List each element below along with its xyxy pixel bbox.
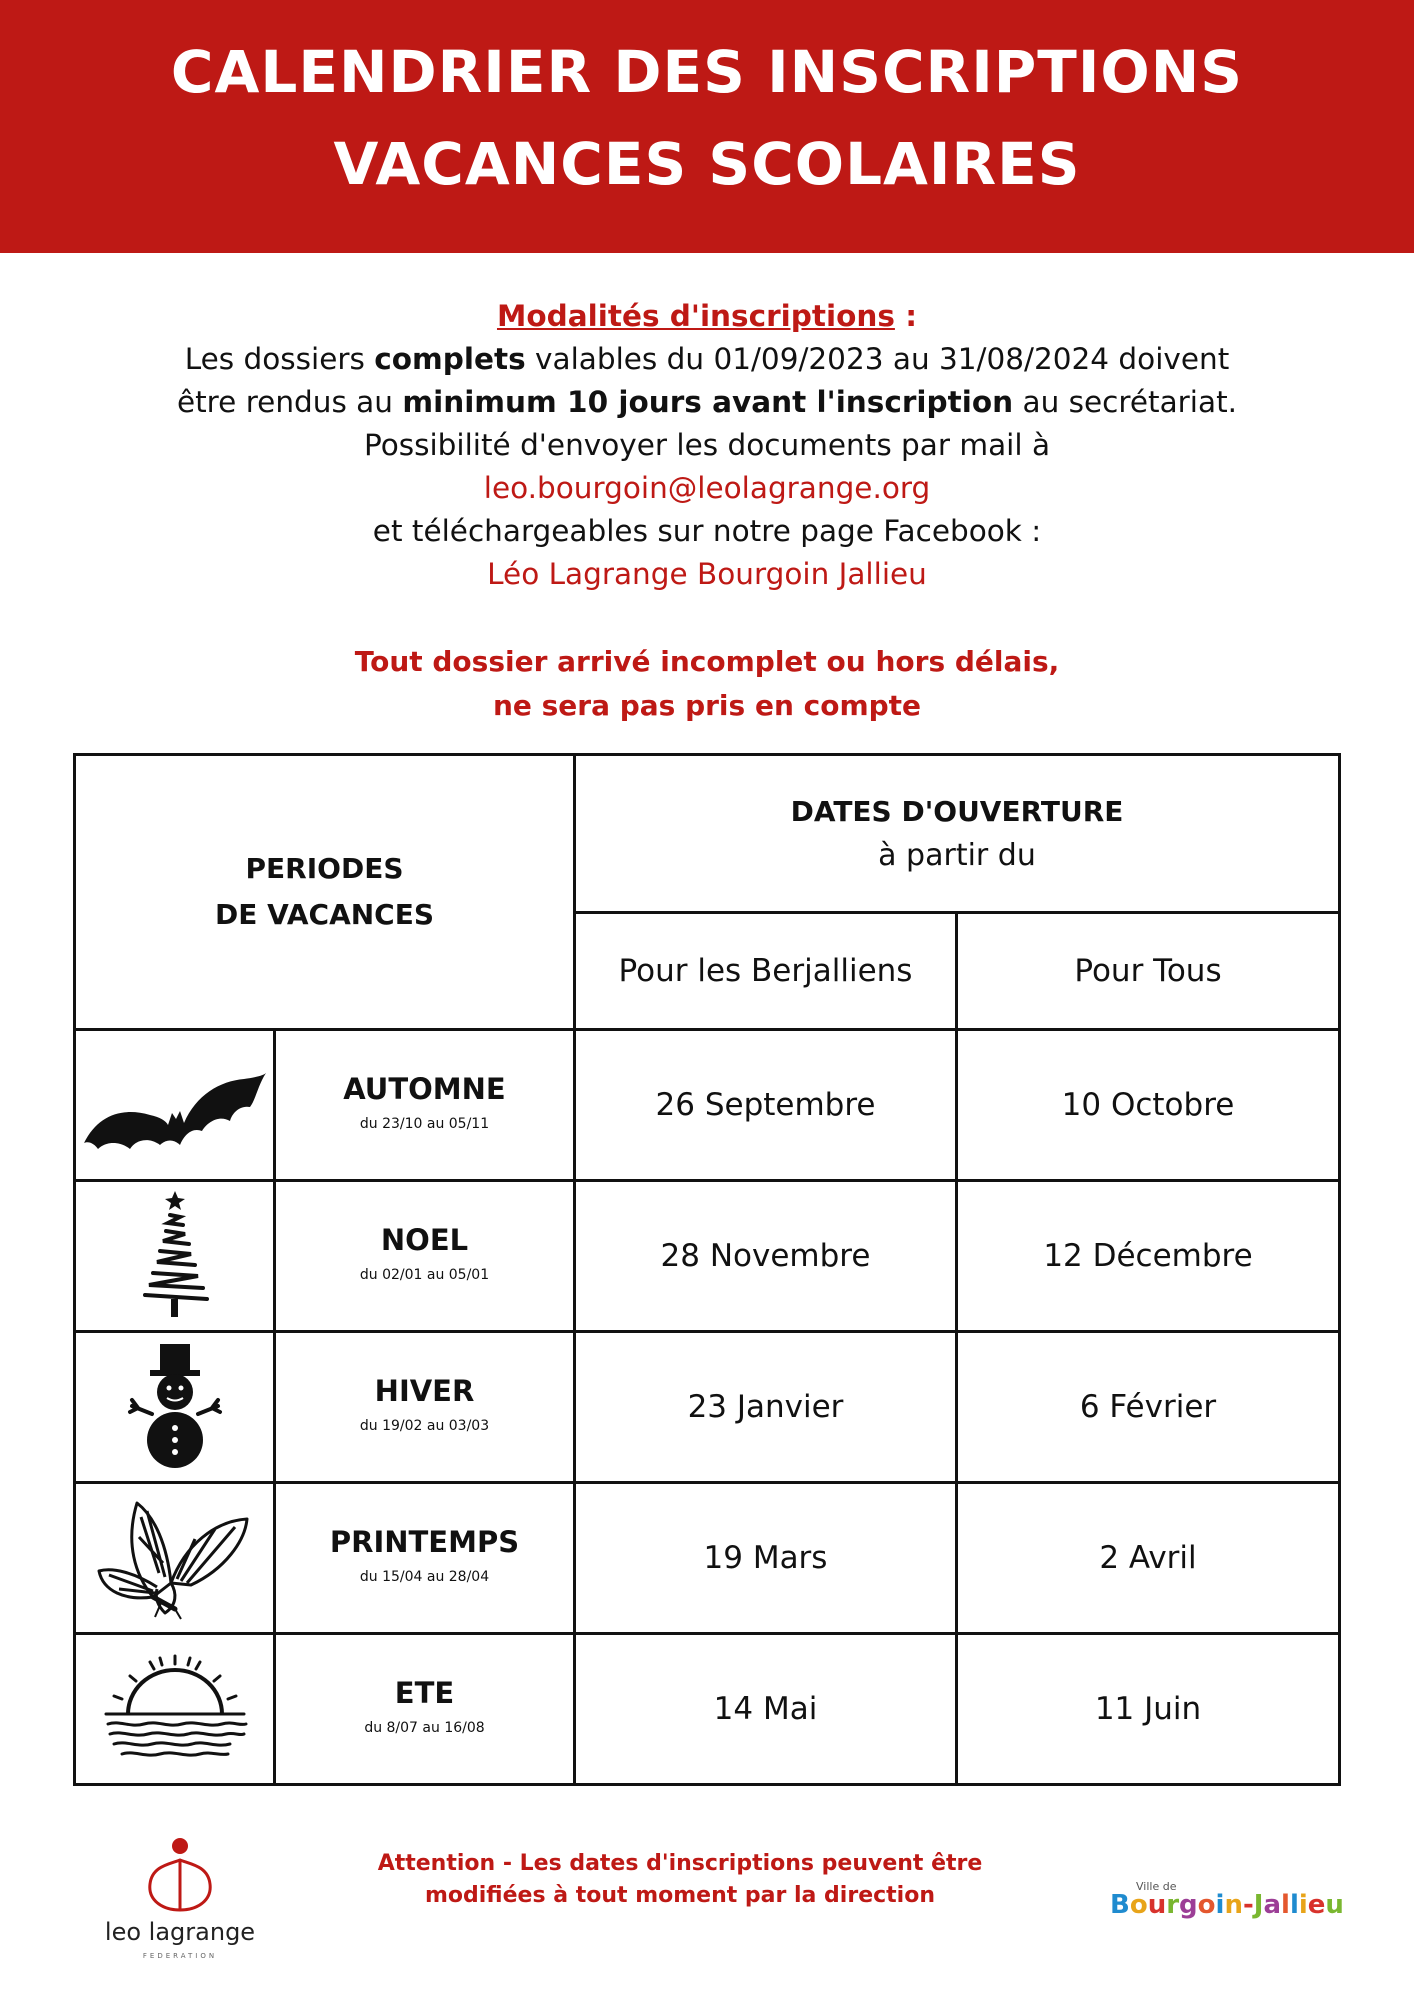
bj-logo-letter: l <box>1281 1890 1290 1920</box>
dates-header-subtitle: à partir du <box>878 837 1036 873</box>
bj-logo-letter: a <box>1263 1890 1282 1920</box>
date-berjalliens: 28 Novembre <box>575 1181 957 1332</box>
table-row <box>75 1332 1340 1483</box>
warning-notice <box>0 640 1414 728</box>
bj-logo-letter: r <box>1166 1890 1180 1920</box>
terms-bold-complets: complets <box>374 342 526 376</box>
footer-note-line2: modifiées à tout moment par la direction <box>424 1883 935 1908</box>
snowman-icon <box>75 1332 275 1483</box>
registration-terms <box>0 295 1414 596</box>
periods-header-line2: DE VACANCES <box>214 898 435 931</box>
date-tous: 11 Juin <box>957 1634 1340 1785</box>
table-row <box>75 1483 1340 1634</box>
warning-line-1: Tout dossier arrivé incomplet ou hors délais, <box>354 645 1060 678</box>
terms-line-3: Possibilité d'envoyer les documents par mail à <box>363 428 1051 462</box>
leo-logo-sub: FEDERATION <box>142 1952 218 1960</box>
bj-logo-letter: g <box>1179 1890 1198 1920</box>
bj-logo-letter: J <box>1253 1890 1264 1920</box>
date-tous: 12 Décembre <box>957 1181 1340 1332</box>
date-berjalliens: 14 Mai <box>575 1634 957 1785</box>
bj-logo-letter: i <box>1215 1890 1225 1920</box>
period-name: HIVER <box>374 1374 475 1408</box>
bj-logo-letter: o <box>1129 1890 1148 1920</box>
table-row <box>75 1634 1340 1785</box>
registration-calendar-table <box>73 753 1341 1786</box>
terms-text: au secrétariat. <box>1013 385 1238 419</box>
bj-logo-letter: i <box>1298 1890 1308 1920</box>
page-title-line1: CALENDRIER DES INSCRIPTIONS <box>170 38 1244 106</box>
warning-line-2: ne sera pas pris en compte <box>492 689 922 722</box>
column-header-berjalliens: Pour les Berjalliens <box>575 913 957 1030</box>
facebook-link[interactable]: Léo Lagrange Bourgoin Jallieu <box>487 557 927 591</box>
dates-header <box>575 755 1340 913</box>
periods-header <box>75 755 575 1030</box>
period-cell <box>275 1634 575 1785</box>
period-range: du 02/01 au 05/01 <box>359 1267 490 1283</box>
terms-heading-suffix: : <box>894 299 917 333</box>
email-link[interactable]: leo.bourgoin@leolagrange.org <box>483 471 931 505</box>
bj-logo-letter: B <box>1110 1890 1130 1920</box>
period-name: NOEL <box>380 1223 469 1257</box>
bj-logo-letter: n <box>1224 1890 1243 1920</box>
table-row <box>75 1030 1340 1181</box>
sunset-icon <box>75 1634 275 1785</box>
period-range: du 23/10 au 05/11 <box>359 1116 490 1132</box>
period-name: ETE <box>394 1676 455 1710</box>
bj-logo-letter: o <box>1197 1890 1216 1920</box>
terms-heading: Modalités d'inscriptions <box>496 299 895 333</box>
dates-header-title: DATES D'OUVERTURE <box>790 794 1124 828</box>
date-tous: 10 Octobre <box>957 1030 1340 1181</box>
period-cell <box>275 1181 575 1332</box>
bourgoin-jallieu-logo <box>1108 1880 1344 1930</box>
christmas-tree-icon <box>75 1181 275 1332</box>
date-berjalliens: 19 Mars <box>575 1483 957 1634</box>
page-title-line2: VACANCES SCOLAIRES <box>333 130 1081 198</box>
bj-logo-word <box>1110 1890 1344 1920</box>
bj-logo-small: Ville de <box>1136 1880 1177 1893</box>
column-header-tous: Pour Tous <box>957 913 1340 1030</box>
period-cell <box>275 1483 575 1634</box>
terms-bold-deadline: minimum 10 jours avant l'inscription <box>402 385 1014 419</box>
date-berjalliens: 23 Janvier <box>575 1332 957 1483</box>
terms-text: valables du 01/09/2023 au 31/08/2024 doivent <box>525 342 1230 376</box>
bat-icon <box>75 1030 275 1181</box>
terms-line-4: et téléchargeables sur notre page Facebook : <box>372 514 1042 548</box>
header-banner <box>0 0 1414 253</box>
table-row <box>75 1181 1340 1332</box>
terms-line-1 <box>0 338 1414 381</box>
period-name: AUTOMNE <box>343 1072 506 1106</box>
terms-text: Les dossiers <box>184 342 375 376</box>
footer-note-line1: Attention - Les dates d'inscriptions peuvent être <box>377 1851 983 1876</box>
date-tous: 2 Avril <box>957 1483 1340 1634</box>
bj-logo-letter: u <box>1325 1890 1344 1920</box>
terms-text: être rendus au <box>176 385 403 419</box>
terms-line-2 <box>0 381 1414 424</box>
period-cell <box>275 1332 575 1483</box>
leo-lagrange-emblem-icon <box>100 1836 260 1916</box>
period-name: PRINTEMPS <box>329 1525 520 1559</box>
bj-logo-letter: l <box>1289 1890 1299 1920</box>
date-tous: 6 Février <box>957 1332 1340 1483</box>
terms-heading-line <box>0 295 1414 338</box>
butterfly-icon <box>75 1483 275 1634</box>
bj-logo-letter: u <box>1147 1890 1167 1920</box>
date-berjalliens: 26 Septembre <box>575 1030 957 1181</box>
period-range: du 19/02 au 03/03 <box>359 1418 490 1434</box>
leo-logo-text: leo lagrange <box>104 1918 256 1946</box>
bj-logo-letter: e <box>1307 1890 1326 1920</box>
footer-attention-note <box>290 1848 1070 1912</box>
period-range: du 8/07 au 16/08 <box>364 1720 485 1736</box>
periods-header-line1: PERIODES <box>245 852 404 885</box>
period-range: du 15/04 au 28/04 <box>359 1569 490 1585</box>
bj-logo-letter: - <box>1242 1890 1254 1920</box>
leo-lagrange-logo <box>100 1836 260 1966</box>
period-cell <box>275 1030 575 1181</box>
